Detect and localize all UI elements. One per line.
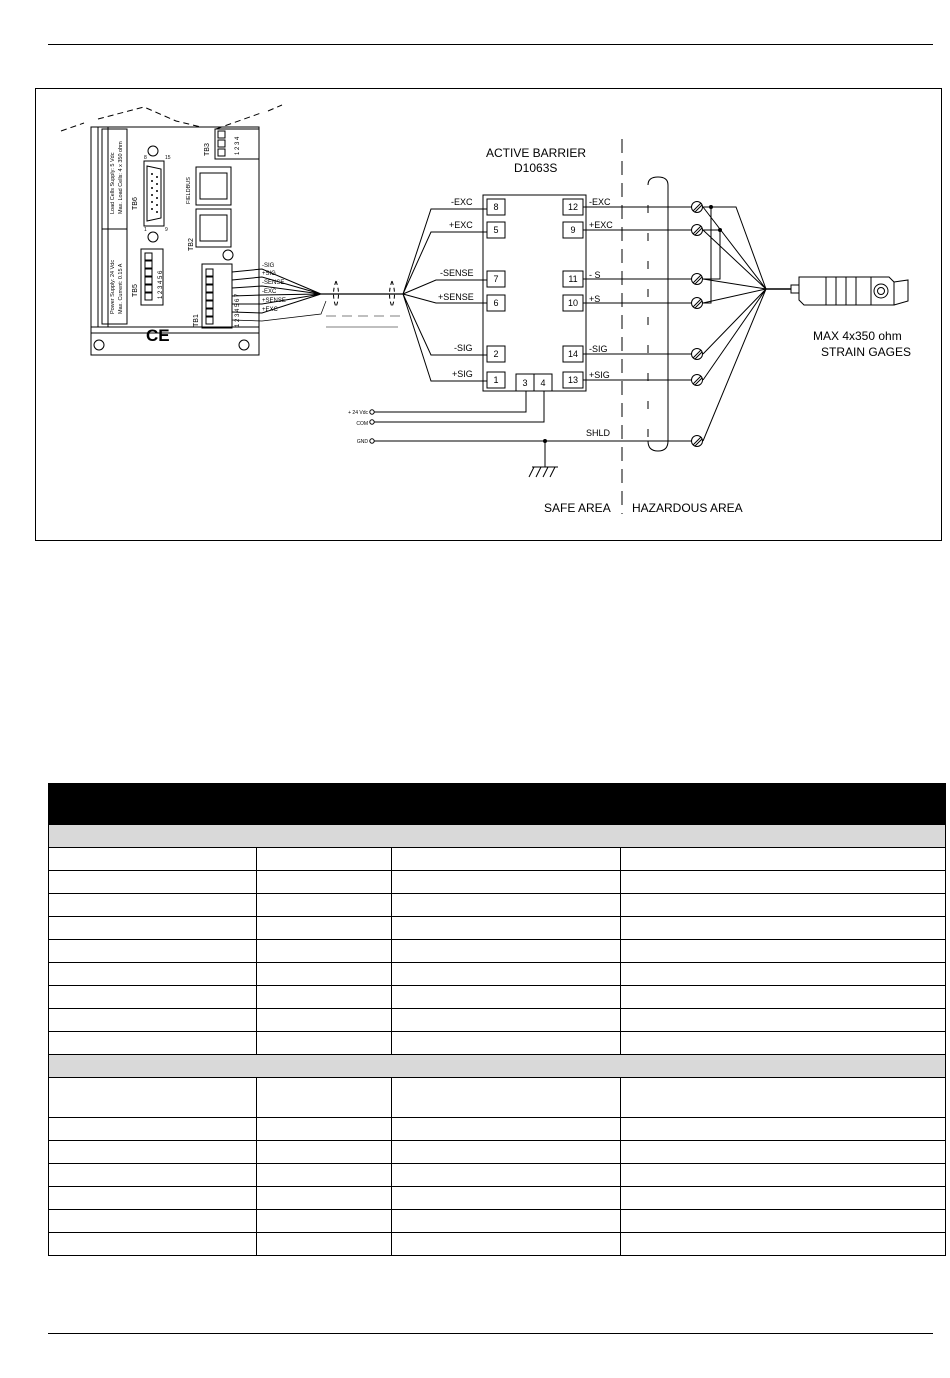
table-row [49,986,946,1009]
table-row [49,1187,946,1210]
tb2-label: TB2 [188,238,195,251]
terminal-label: -EXC [451,197,473,207]
table-cell [621,1141,946,1164]
table-row [49,1118,946,1141]
tb6-label: TB6 [132,197,139,210]
table-cell [392,1210,621,1233]
led-icon [223,250,233,260]
db-pin-9: 9 [165,227,168,233]
table-section [49,825,946,848]
tb5-terminal [132,249,164,305]
terminal-label: +EXC [449,220,473,230]
table-cell [392,1078,621,1118]
table-cell [49,1118,257,1141]
power-label: GND [356,439,368,445]
instrument-device [61,105,326,355]
table-cell [49,1233,257,1256]
table-cell [257,1164,392,1187]
table-row [49,1078,946,1118]
tb3-pins: 1 2 3 4 [235,136,241,155]
table-cell [49,848,257,871]
screw-terminal-icons [692,202,703,447]
tb3-label: TB3 [204,143,211,156]
table-cell [392,940,621,963]
hazardous-wiring [583,202,791,447]
barrier-power-terminals [516,374,552,391]
table-cell [621,1032,946,1055]
terminal-number: 12 [567,202,579,212]
terminal-number: 11 [568,274,578,284]
table-cell [257,917,392,940]
cable [321,281,406,327]
table-cell [49,1032,257,1055]
load-cell-icon [791,277,911,359]
terminal-number: 2 [493,349,499,359]
table-cell [257,1233,392,1256]
table-row [49,963,946,986]
table-row [49,1032,946,1055]
table-row [49,1141,946,1164]
supply-text-1: Load Cells Supply: 5 Vdc [110,152,116,214]
table-cell [392,894,621,917]
table-cell [621,940,946,963]
terminal-label: -EXC [589,197,611,207]
terminal-number: 10 [567,298,579,308]
barrier-right-terminals [563,197,613,388]
ce-mark: CE [146,326,170,345]
barrier-title: ACTIVE BARRIER [486,146,587,160]
tb1-label: TB1 [193,314,200,327]
table-cell [392,1233,621,1256]
fieldbus-label: FIELDBUS [186,177,192,204]
tb1-wire-label: +SIG [262,271,276,277]
tb5-label: TB5 [132,284,139,297]
table-cell [257,894,392,917]
table-cell [257,1078,392,1118]
table-cell [621,1164,946,1187]
table-cell [392,1009,621,1032]
terminal-label: -SIG [589,344,608,354]
table-cell [257,1118,392,1141]
power-supply-wiring [348,391,699,477]
table-cell [392,986,621,1009]
table-cell [49,1164,257,1187]
table-cell [392,1141,621,1164]
table-cell [392,1164,621,1187]
tb1-wire-label: +EXC [262,307,278,313]
tb3-terminal [204,129,259,159]
terminal-number: 3 [522,378,528,388]
table-cell [621,848,946,871]
table-cell [49,1141,257,1164]
table-cell [621,1118,946,1141]
table-cell [257,871,392,894]
terminal-number: 13 [567,375,579,385]
power-label: COM [356,421,368,427]
terminal-label: +S [589,294,601,304]
table-header [49,784,946,825]
terminal-label: +SENSE [438,292,474,302]
table-cell [257,848,392,871]
tb5-pins: 1 2 3 4 5 6 [158,270,164,299]
table-row [49,1233,946,1256]
table-cell [621,1009,946,1032]
table-row [49,871,946,894]
terminal-number: 9 [570,225,576,235]
load-cell-label-2: STRAIN GAGES [821,345,912,359]
table-cell [49,1210,257,1233]
table-cell [621,986,946,1009]
table-cell [621,1210,946,1233]
screw-icon [94,340,104,350]
table-cell [621,1233,946,1256]
terminal-number: 1 [493,375,499,385]
terminal-number: 6 [493,298,499,308]
terminal-number: 8 [493,202,499,212]
table-cell [621,1187,946,1210]
power-text-1: Power Supply: 24 Vdc [110,259,116,314]
table-cell [621,871,946,894]
shield-label: SHLD [586,428,611,438]
table-cell [392,871,621,894]
ground-icon [529,467,555,477]
tb1-wire-label: -SIG [262,263,275,269]
terminal-number: 4 [540,378,546,388]
table-cell [621,963,946,986]
table-cell [257,1141,392,1164]
terminal-label: +SIG [452,369,473,379]
header-rule [48,44,933,45]
terminal-label: - S [589,270,601,280]
db-pin-8: 8 [144,155,147,161]
barrier-left-terminals [438,197,505,388]
table-row [49,848,946,871]
table-cell [257,986,392,1009]
terminal-number: 14 [567,349,579,359]
table-cell [392,1187,621,1210]
tb1-wire-label: +SENSE [262,298,286,304]
spec-table [48,783,946,1256]
table-cell [49,1009,257,1032]
db15-connector [132,146,171,242]
fieldbus-connector [186,167,233,260]
table-cell [621,1078,946,1118]
table-cell [49,986,257,1009]
wiring-diagram [35,88,942,541]
load-cell-label-1: MAX 4x350 ohm [813,329,902,343]
safe-area-label: SAFE AREA [544,501,611,515]
tb1-pins: 1 2 3 4 5 6 7 [235,293,241,327]
table-cell [392,963,621,986]
table-cell [621,917,946,940]
table-row [49,894,946,917]
supply-text-2: Max. Load Cells: 4 x 350 ohm [118,141,124,214]
table-cell [257,1187,392,1210]
table-cell [49,1187,257,1210]
terminal-label: +SIG [589,370,610,380]
table-cell [257,1009,392,1032]
table-cell [49,940,257,963]
table-cell [392,917,621,940]
db-pin-1: 1 [144,227,147,233]
table-cell [392,1118,621,1141]
table-cell [49,894,257,917]
table-cell [257,940,392,963]
barrier-model: D1063S [514,161,558,175]
power-text-2: Max. Current: 0.15 A [118,263,124,314]
tb1-wire-label: -SENSE [262,280,285,286]
table-cell [257,1032,392,1055]
terminal-number: 5 [493,225,499,235]
table-cell [49,917,257,940]
terminal-label: -SENSE [440,268,474,278]
db-pin-15: 15 [165,155,171,161]
table-cell [621,894,946,917]
table-cell [257,1210,392,1233]
table-section-row [49,1055,946,1078]
table-cell [392,1032,621,1055]
terminal-label: +EXC [589,220,613,230]
table-cell [49,871,257,894]
screw-icon [239,340,249,350]
table-row [49,1210,946,1233]
tb1-wire-label: -EXC [262,289,277,295]
terminal-label: -SIG [454,343,473,353]
wiring-diagram-svg [36,89,943,542]
table-section-row [49,825,946,848]
table-row [49,917,946,940]
table-header-row [49,784,946,825]
terminal-number: 7 [493,274,499,284]
table-row [49,940,946,963]
table-cell [257,963,392,986]
table-section [49,1055,946,1078]
footer-rule [48,1333,933,1334]
table-row [49,1009,946,1032]
hazardous-area-label: HAZARDOUS AREA [632,501,743,515]
table-row [49,1164,946,1187]
table-cell [392,848,621,871]
table-cell [49,1078,257,1118]
power-label: + 24 Vdc [348,410,368,416]
table-cell [49,963,257,986]
